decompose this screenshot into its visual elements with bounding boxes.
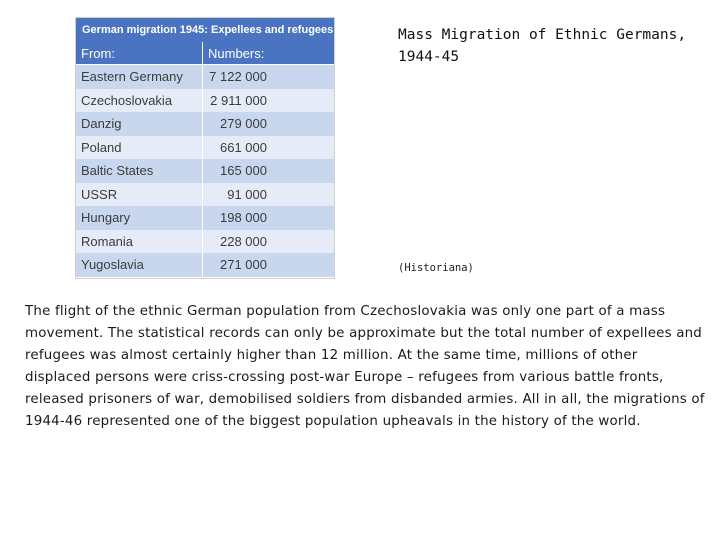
row-number: 2 911 000	[210, 92, 267, 108]
row-number: 279 000	[220, 116, 267, 132]
row-origin: Baltic States	[76, 159, 203, 183]
table-title: German migration 1945: Expellees and refugees	[76, 18, 334, 42]
page-title-line1: Mass Migration of Ethnic Germans,	[398, 27, 687, 43]
table-row	[76, 230, 334, 254]
row-origin: USSR	[76, 183, 203, 207]
page-title	[398, 24, 698, 68]
page-title-line2: 1944-45	[398, 49, 460, 65]
table-row	[76, 89, 334, 113]
row-origin: Eastern Germany	[76, 65, 203, 89]
column-header-numbers: Numbers:	[203, 42, 334, 65]
row-origin: Czechoslovakia	[76, 89, 203, 113]
row-origin: Poland	[76, 136, 203, 160]
column-header-from: From:	[76, 42, 203, 65]
table-row	[76, 65, 334, 89]
table-row	[76, 253, 334, 277]
row-number: 165 000	[220, 163, 267, 179]
table-row	[76, 183, 334, 207]
table-header-row	[76, 42, 334, 65]
row-number: 7 122 000	[209, 69, 267, 85]
row-origin: Yugoslavia	[76, 253, 203, 277]
row-origin: Romania	[76, 230, 203, 254]
body-paragraph: The flight of the ethnic German population from Czechoslovakia was only one part of a mass movement. The statistical records can only be approximate but the total number of expellees and refugees was almost certainly higher than 12 million. At the same time, millions of other displaced persons were criss-crossing post-war Europe – refugees from various battle fronts, released prisoners of war, demobilised soldiers from disbanded armies. All in all, the migrations of 1944-46 represented one of the biggest population upheavals in the history of the world.	[25, 304, 705, 429]
migration-table	[75, 17, 335, 279]
source-credit: (Historiana)	[398, 262, 474, 274]
row-number: 228 000	[220, 233, 267, 249]
row-number: 271 000	[220, 257, 267, 273]
row-number: 91 000	[227, 186, 267, 202]
row-origin: Danzig	[76, 112, 203, 136]
row-number: 661 000	[220, 139, 267, 155]
row-number: 198 000	[220, 210, 267, 226]
table-row	[76, 159, 334, 183]
row-origin: Hungary	[76, 206, 203, 230]
table-row	[76, 206, 334, 230]
table-row	[76, 112, 334, 136]
table-row	[76, 136, 334, 160]
